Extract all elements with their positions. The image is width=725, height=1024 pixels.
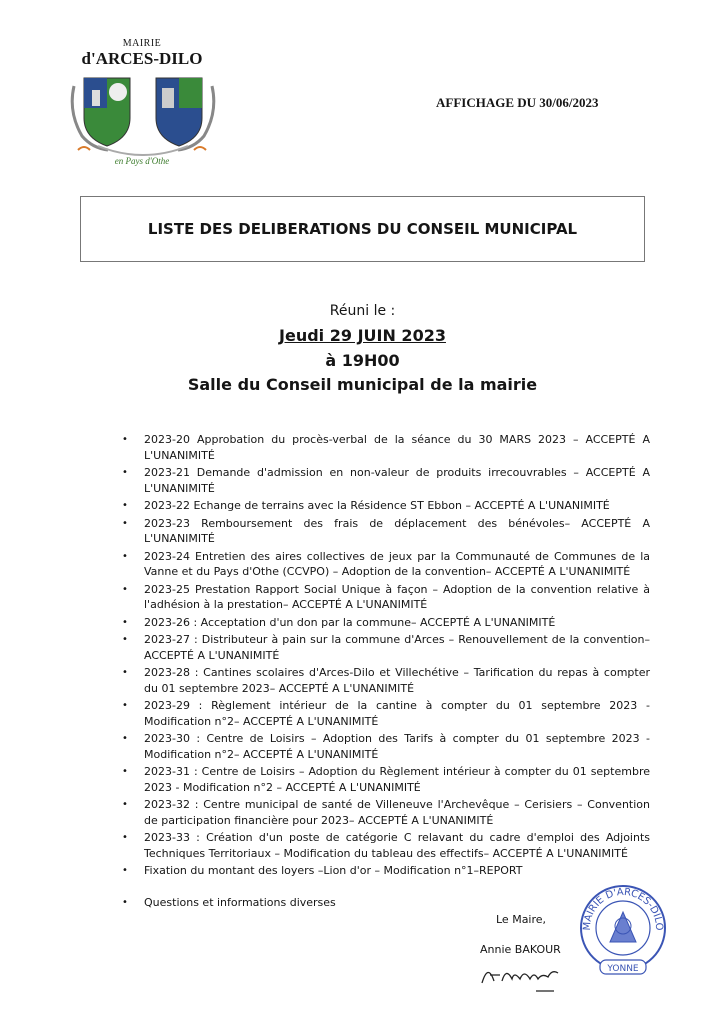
list-item: • 2023-24 Entretien des aires collectives de jeux par la Communauté de Communes de la Vanne et du Pays d'Othe (CCVPO) – Adoption de la convention– ACCEPTÉ A L'UNANIMITÉ: [122, 549, 650, 578]
list-item: • 2023-27 : Distributeur à pain sur la commune d'Arces – Renouvellement de la convention– ACCEPTÉ A L'UNANIMITÉ: [122, 633, 650, 662]
bullet-icon: •: [122, 896, 128, 908]
list-item: • 2023-20 Approbation du procès-verbal de la séance du 30 MARS 2023 – ACCEPTÉ A L'UNANIMITÉ: [122, 433, 650, 462]
posting-date: AFFICHAGE DU 30/06/2023: [436, 95, 599, 110]
list-item: • Questions et informations diverses: [122, 895, 336, 909]
bullet-icon: •: [122, 832, 128, 843]
list-item: • 2023-32 : Centre municipal de santé de Villeneuve l'Archevêque – Cerisiers – Convention de participation financière pour 2023– ACCEPTÉ A L'UNANIMITÉ: [122, 798, 650, 827]
bullet-icon: •: [122, 667, 128, 678]
logo-line2: d'ARCES-DILO: [81, 49, 203, 68]
logo-line1: MAIRIE: [122, 38, 162, 49]
bullet-icon: •: [122, 550, 128, 562]
bullet-icon: •: [122, 500, 128, 511]
bullet-icon: •: [122, 799, 128, 810]
list-item: • 2023-29 : Règlement intérieur de la cantine à compter du 01 septembre 2023 - Modification n°2– ACCEPTÉ A L'UNANIMITÉ: [122, 699, 650, 728]
bullet-icon: •: [122, 733, 128, 744]
signer-role: Le Maire,: [496, 913, 547, 926]
bullet-icon: •: [122, 766, 128, 777]
bullet-icon: •: [122, 467, 128, 478]
stamp-top-text: MAIRIE D'ARCES-DILO: [581, 886, 665, 931]
list-item: • 2023-25 Prestation Rapport Social Unique à façon – Adoption de la convention relative à l'adhésion à la prestation– ACCEPTÉ A L'UNANIMITÉ: [122, 582, 650, 611]
bullet-icon: •: [122, 517, 128, 529]
list-item: • 2023-33 : Création d'un poste de catégorie C relavant du cadre d'emploi des Adjoints Techniques Territoriaux – Modification du tableau des effectifs– ACCEPTÉ A L'UNANIMITÉ: [122, 831, 650, 860]
document-title: LISTE DES DELIBERATIONS DU CONSEIL MUNICIPAL: [80, 196, 645, 262]
bullet-icon: •: [122, 583, 128, 595]
meeting-date: Jeudi 29 JUIN 2023: [279, 326, 446, 345]
stamp-bottom-text: YONNE: [607, 964, 639, 974]
logo-tagline: en Pays d'Othe: [114, 156, 170, 166]
signature-block: [480, 913, 561, 956]
bullet-icon: •: [122, 700, 128, 711]
meeting-time: à 19H00: [325, 351, 400, 370]
list-item: • Fixation du montant des loyers –Lion d'or – Modification n°1–REPORT: [122, 864, 523, 877]
bullet-icon: •: [122, 634, 128, 645]
bullet-icon: •: [122, 865, 128, 876]
list-item: • 2023-23 Remboursement des frais de déplacement des bénévoles– ACCEPTÉ A L'UNANIMITÉ: [122, 516, 650, 545]
list-item: • 2023-28 : Cantines scolaires d'Arces-Dilo et Villechétive – Tarification du repas à compter du 01 septembre 2023– ACCEPTÉ A L'UNANIMITÉ: [122, 666, 650, 695]
signer-name: Annie BAKOUR: [480, 943, 561, 956]
bullet-icon: •: [122, 616, 128, 628]
list-item: • 2023-22 Echange de terrains avec la Résidence ST Ebbon – ACCEPTÉ A L'UNANIMITÉ: [122, 499, 610, 512]
list-item: • 2023-21 Demande d'admission en non-valeur de produits irrecouvrables – ACCEPTÉ A L'UNANIMITÉ: [122, 466, 650, 495]
mairie-logo: [62, 30, 222, 180]
bullet-icon: •: [122, 434, 128, 445]
handwritten-signature-icon: [478, 953, 568, 995]
meeting-place: Salle du Conseil municipal de la mairie: [187, 375, 538, 394]
list-item: • 2023-26 : Acceptation d'un don par la commune– ACCEPTÉ A L'UNANIMITÉ: [122, 615, 556, 629]
list-item: • 2023-31 : Centre de Loisirs – Adoption du Règlement intérieur à compter du 01 septembre 2023 - Modification n°2 – ACCEPTÉ A L'UNANIMITÉ: [122, 765, 650, 794]
meeting-label: Réuni le :: [329, 303, 396, 319]
deliberation-list: [120, 432, 650, 912]
coat-of-arms-icon: [68, 72, 218, 156]
list-item: • 2023-30 : Centre de Loisirs – Adoption des Tarifs à compter du 01 septembre 2023 - Modification n°2– ACCEPTÉ A L'UNANIMITÉ: [122, 732, 650, 761]
official-stamp-icon: [578, 880, 668, 976]
